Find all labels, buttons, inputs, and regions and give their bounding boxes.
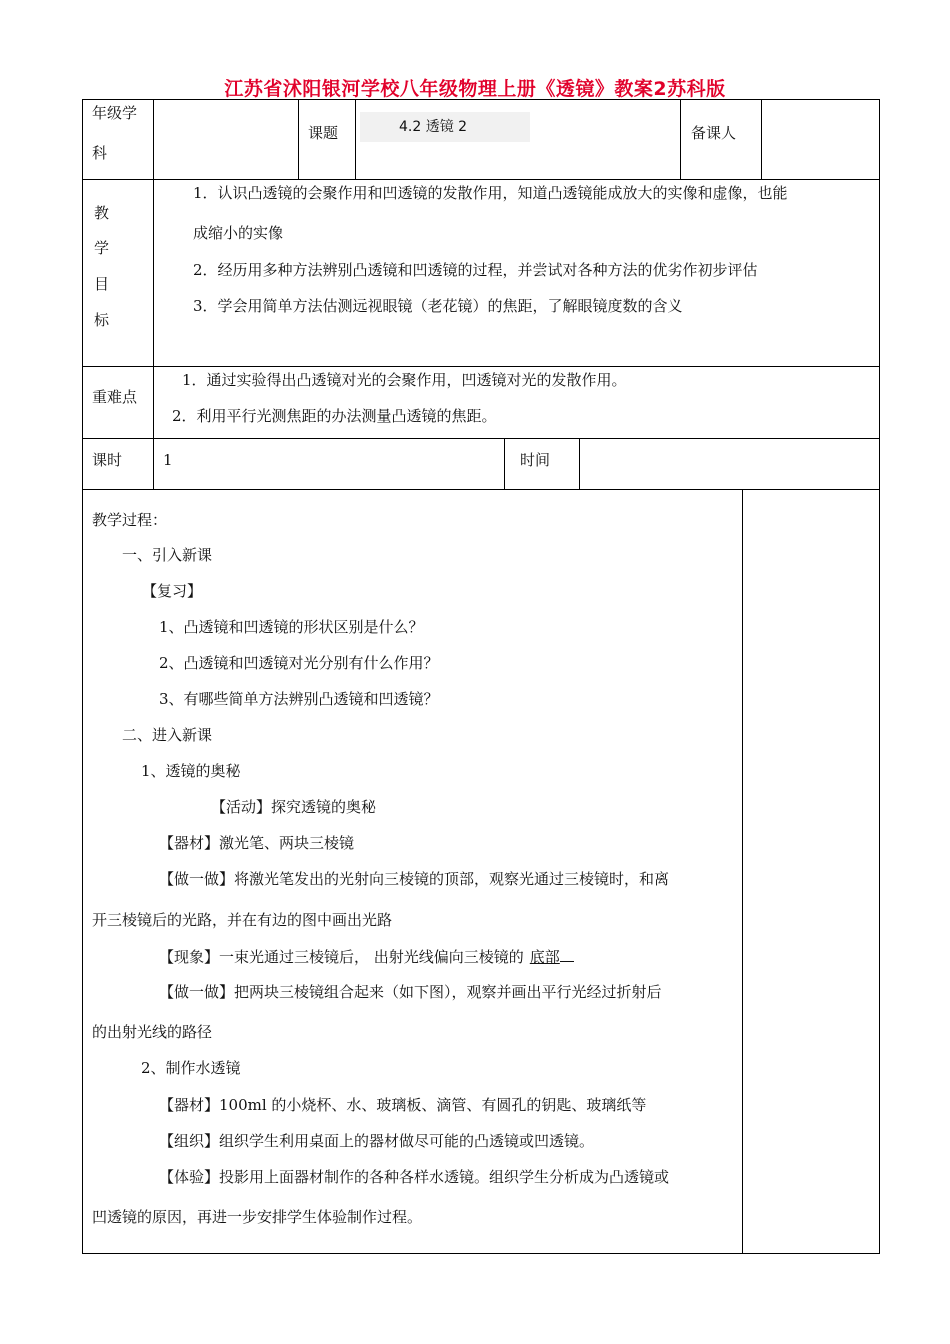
objectives-label-char: 目 bbox=[94, 275, 110, 293]
objectives-label-char: 教 bbox=[94, 204, 110, 222]
subsection-heading: 2、制作水透镜 bbox=[141, 1059, 241, 1077]
review-tag: 【复习】 bbox=[142, 582, 203, 600]
review-question: 1、凸透镜和凹透镜的形状区别是什么？ bbox=[159, 618, 424, 636]
row-divider bbox=[82, 179, 880, 180]
col-divider bbox=[355, 99, 356, 179]
phenomenon-text: 【现象】一束光通过三棱镜后， 出射光线偏向三棱镜的 bbox=[159, 948, 524, 966]
col-divider bbox=[579, 438, 580, 489]
col-divider bbox=[298, 99, 299, 179]
objective-line: 成缩小的实像 bbox=[193, 224, 284, 242]
experience-line: 【体验】投影用上面器材制作的各种各样水透镜。组织学生分析成为凸透镜或 bbox=[159, 1168, 670, 1186]
key-points-label: 重难点 bbox=[92, 388, 138, 406]
col-divider bbox=[504, 438, 505, 489]
organize-line: 【组织】组织学生利用桌面上的器材做尽可能的凸透镜或凹透镜。 bbox=[159, 1132, 595, 1150]
do-it-line: 【做一做】把两块三棱镜组合起来（如下图），观察并画出平行光经过折射后 bbox=[159, 983, 662, 1001]
notes-column-divider bbox=[742, 489, 743, 1254]
grade-label: 年级学 bbox=[92, 104, 138, 122]
section-heading: 二、进入新课 bbox=[122, 726, 213, 744]
objectives-label-char: 学 bbox=[94, 239, 110, 257]
objective-line: 1．认识凸透镜的会聚作用和凹透镜的发散作用，知道凸透镜能成放大的实像和虚像，也能 bbox=[193, 184, 788, 202]
phenomenon-line bbox=[159, 949, 574, 965]
key-point-line: 2．利用平行光测焦距的办法测量凸透镜的焦距。 bbox=[172, 407, 497, 425]
do-it-line: 【做一做】将激光笔发出的光射向三棱镜的顶部，观察光通过三棱镜时，和离 bbox=[159, 870, 670, 888]
process-heading: 教学过程： bbox=[92, 511, 168, 529]
key-point-line: 1．通过实验得出凸透镜对光的会聚作用，凹透镜对光的发散作用。 bbox=[182, 371, 627, 389]
review-question: 2、凸透镜和凹透镜对光分别有什么作用？ bbox=[159, 654, 439, 672]
topic-value: 4.2 透镜 2 bbox=[399, 119, 468, 135]
objective-line: 3．学会用简单方法估测远视眼镜（老花镜）的焦距，了解眼镜度数的含义 bbox=[193, 297, 683, 315]
period-value: 1 bbox=[163, 451, 173, 469]
document-title: 江苏省沭阳银河学校八年级物理上册《透镜》教案2苏科版 bbox=[224, 78, 726, 100]
row-divider bbox=[82, 489, 880, 490]
experience-line: 凹透镜的原因，再进一步安排学生体验制作过程。 bbox=[92, 1208, 423, 1226]
col-divider bbox=[153, 99, 154, 489]
review-question: 3、有哪些简单方法辨别凸透镜和凹透镜？ bbox=[159, 690, 439, 708]
objective-line: 2．经历用多种方法辨别凸透镜和凹透镜的过程，并尝试对各种方法的优劣作初步评估 bbox=[193, 261, 758, 279]
section-heading: 一、引入新课 bbox=[122, 546, 213, 564]
answer-blank-end bbox=[560, 949, 574, 962]
do-it-line: 开三棱镜后的光路，并在有边的图中画出光路 bbox=[92, 911, 393, 929]
row-divider bbox=[82, 366, 880, 367]
time-label: 时间 bbox=[520, 451, 551, 469]
phenomenon-answer: 底部 bbox=[529, 948, 560, 966]
preparer-label: 备课人 bbox=[691, 124, 737, 142]
col-divider bbox=[761, 99, 762, 179]
row-divider bbox=[82, 438, 880, 439]
do-it-line: 的出射光线的路径 bbox=[92, 1023, 213, 1041]
period-label: 课时 bbox=[92, 451, 123, 469]
grade-label-cont: 科 bbox=[92, 144, 108, 162]
topic-label: 课题 bbox=[308, 124, 339, 142]
col-divider bbox=[680, 99, 681, 179]
activity-line: 【活动】探究透镜的奥秘 bbox=[211, 798, 377, 816]
equipment-line: 【器材】激光笔、两块三棱镜 bbox=[159, 834, 355, 852]
subsection-heading: 1、透镜的奥秘 bbox=[141, 762, 241, 780]
objectives-label-char: 标 bbox=[94, 311, 110, 329]
equipment-line: 【器材】100ml 的小烧杯、水、玻璃板、滴管、有圆孔的钥匙、玻璃纸等 bbox=[159, 1096, 647, 1114]
